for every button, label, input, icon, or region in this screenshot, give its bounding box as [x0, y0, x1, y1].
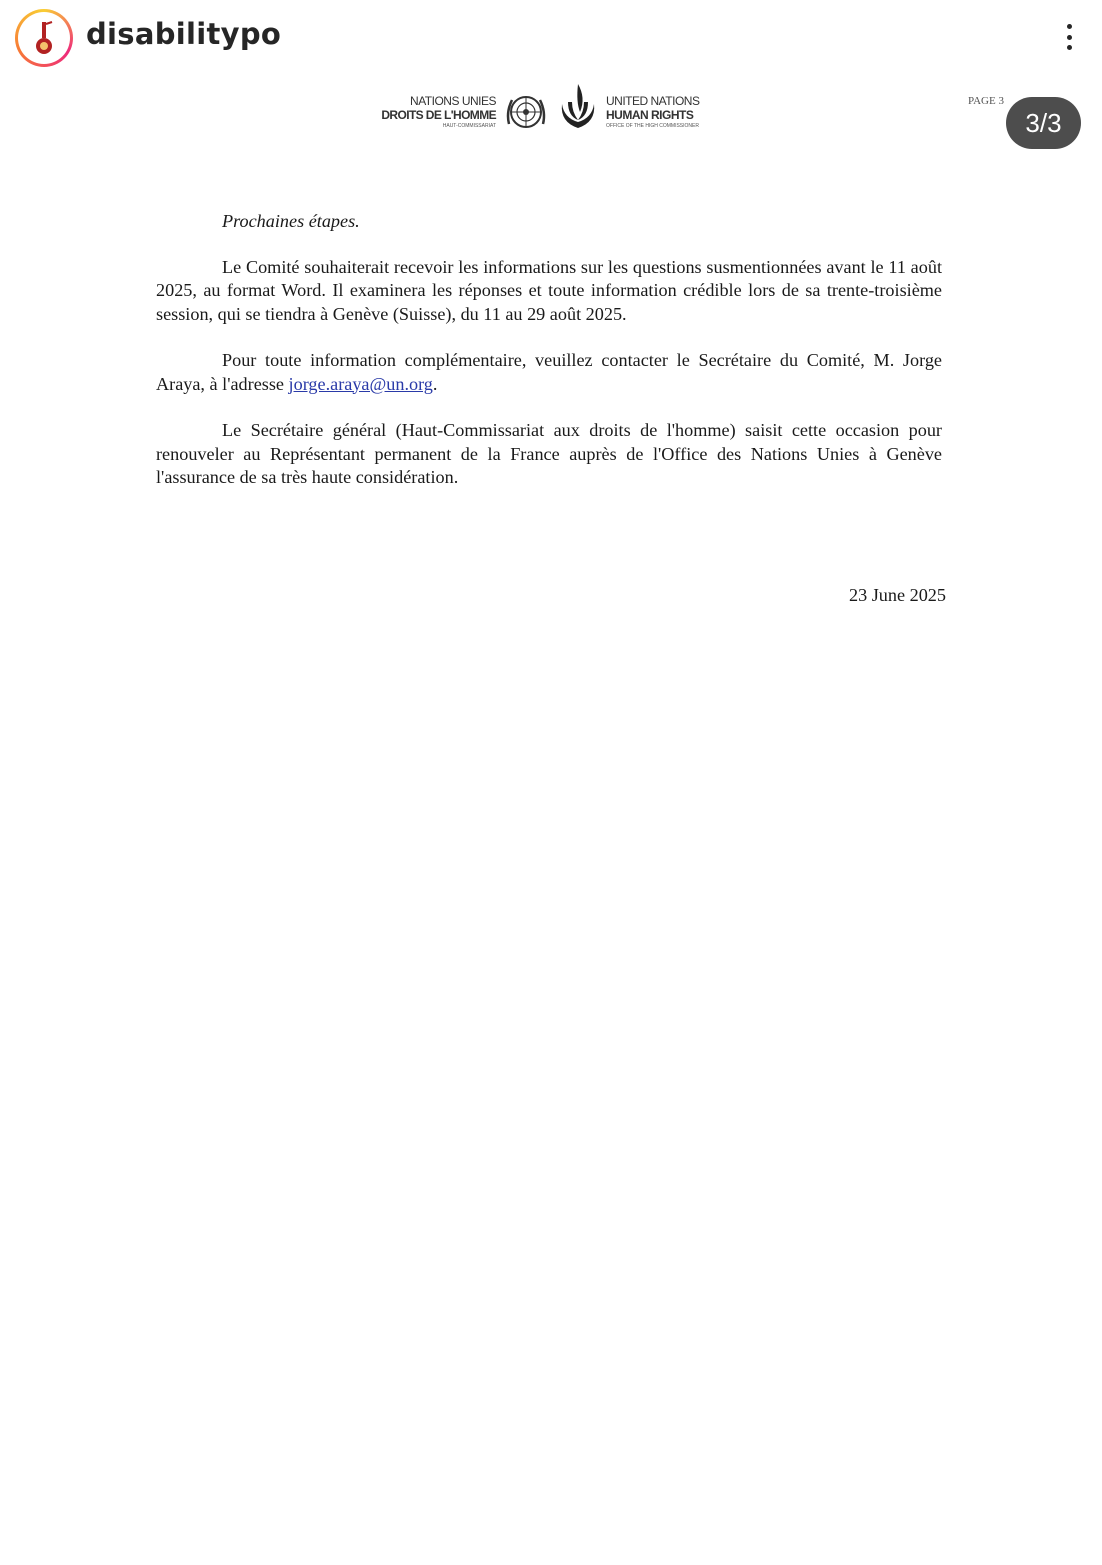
un-emblem-icon [504, 92, 548, 137]
letter-date: 23 June 2025 [849, 585, 946, 605]
more-options-icon[interactable] [1054, 22, 1084, 52]
paragraph-contact-text: Pour toute information complémentaire, veuillez contacter le Secrétaire du Comité, M. Jorge Araya, à l'adresse [156, 350, 942, 394]
letterhead-french [376, 94, 496, 130]
letterhead-english [606, 94, 726, 130]
paragraph-deadline: Le Comité souhaiterait recevoir les informations sur les questions susmentionnées avant le 11 août 2025, au format Word. Il examinera les réponses et toute information crédible lors de sa trente-troisième session, qui se tiendra à Genève (Suisse), du 11 au 29 août 2025. [156, 256, 942, 324]
avatar[interactable] [15, 9, 73, 67]
human-rights-emblem-icon [556, 82, 600, 137]
dpo-logo-icon [20, 14, 68, 62]
letterhead-fr-line2: DROITS DE L'HOMME [381, 108, 496, 122]
letterhead [376, 80, 716, 140]
email-link[interactable]: jorge.araya@un.org [288, 373, 433, 394]
letterhead-fr-line3: HAUT-COMMISSARIAT [442, 123, 496, 129]
carousel-counter: 3/3 [1006, 97, 1081, 149]
paragraph-contact-end: . [432, 373, 438, 394]
letterhead-en-line2: HUMAN RIGHTS [606, 108, 694, 122]
letter-body [156, 210, 942, 513]
username[interactable]: disabilitypo [86, 17, 282, 51]
paragraph-contact [156, 349, 942, 396]
letterhead-en-line1: UNITED NATIONS [606, 94, 700, 108]
letterhead-en-line3: OFFICE OF THE HIGH COMMISSIONER [606, 123, 699, 129]
post-header [0, 0, 1102, 78]
section-heading: Prochaines étapes. [222, 211, 360, 231]
page-label: PAGE 3 [968, 95, 1004, 107]
paragraph-closing: Le Secrétaire général (Haut-Commissariat aux droits de l'homme) saisit cette occasion pour renouveler au Représentant permanent de la France auprès de l'Office des Nations Unies à Genève l'assurance de sa très haute considération. [156, 420, 942, 487]
letterhead-fr-line1: NATIONS UNIES [410, 94, 496, 108]
